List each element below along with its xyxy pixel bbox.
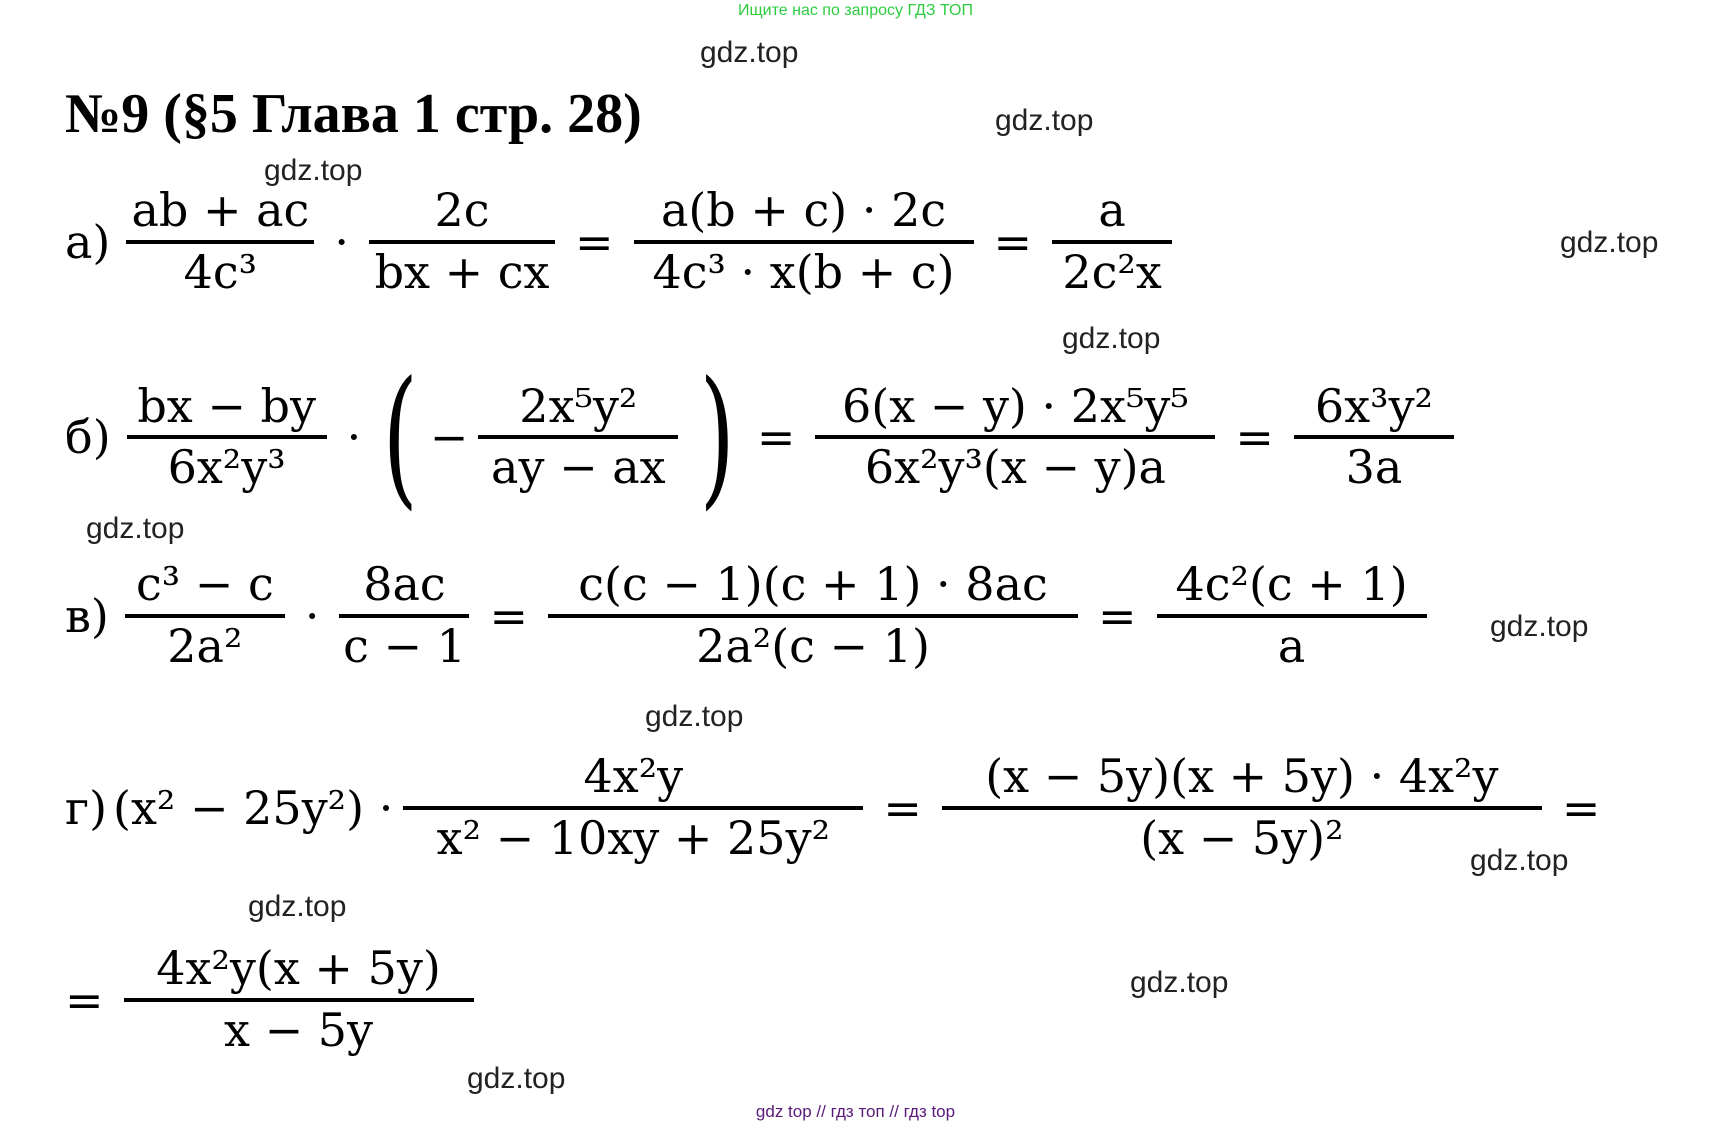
fraction [339, 556, 469, 675]
fraction [548, 556, 1078, 675]
denominator: bx + cx [374, 244, 550, 299]
denominator: 2a² [167, 618, 243, 673]
watermark: gdz.top [995, 104, 1094, 137]
footer-links[interactable]: gdz top // гдз топ // гдз top [755, 1102, 956, 1121]
problem-a [65, 182, 1182, 301]
fraction [403, 748, 863, 867]
watermark: gdz.top [1062, 322, 1161, 355]
denominator: (x − 5y)² [1140, 810, 1344, 865]
numerator: (x − 5y)(x + 5y) · 4x²y [985, 749, 1499, 803]
numerator: a(b + c) · 2c [660, 183, 947, 237]
problem-b [65, 350, 1464, 524]
problem-label: а) [65, 214, 111, 269]
watermark: gdz.top [645, 700, 744, 733]
equals-sign: = [1561, 780, 1601, 835]
denominator: 4c³ · x(b + c) [652, 244, 955, 299]
dot-operator: · [334, 214, 349, 269]
equals-sign: = [65, 972, 104, 1027]
equals-sign: = [993, 214, 1033, 269]
problem-label: в) [65, 588, 109, 643]
watermark: gdz.top [1130, 966, 1229, 999]
numerator: c(c − 1)(c + 1) · 8ac [578, 557, 1048, 611]
equals-sign: = [1098, 588, 1137, 643]
denominator: c − 1 [343, 618, 466, 673]
denominator: 3a [1345, 440, 1403, 494]
page-title: №9 (§5 Глава 1 стр. 28) [65, 83, 642, 145]
numerator: 2x⁵y² [519, 378, 638, 433]
right-paren: ) [700, 350, 736, 524]
fraction [127, 378, 327, 497]
watermark: gdz.top [1560, 226, 1659, 259]
watermark: gdz.top [264, 154, 363, 187]
watermark: gdz.top [1490, 610, 1589, 643]
dot-operator: · [346, 410, 362, 464]
numerator: 2c [434, 183, 490, 237]
equals-sign: = [756, 410, 796, 464]
denominator: ay − ax [491, 440, 666, 494]
watermark: gdz.top [1470, 844, 1569, 877]
numerator: bx − by [137, 378, 316, 433]
fraction [1052, 182, 1172, 301]
equals-sign: = [575, 214, 614, 269]
equals-sign: = [1235, 410, 1274, 464]
fraction [1157, 556, 1427, 675]
denominator: 6x²y³(x − y)a [864, 440, 1166, 494]
fraction [815, 378, 1215, 497]
denominator: 2c²x [1062, 244, 1162, 299]
denominator: 6x²y³ [167, 440, 286, 494]
watermark: gdz.top [467, 1062, 566, 1095]
fraction [1294, 378, 1454, 497]
numerator: 4x²y(x + 5y) [156, 941, 441, 995]
denominator: 2a²(c − 1) [696, 618, 930, 673]
top-banner: Ищите нас по запросу ГДЗ ТОП [738, 2, 973, 19]
denominator: x² − 10xy + 25y² [436, 810, 831, 865]
numerator: c³ − c [135, 557, 274, 611]
denominator: x − 5y [224, 1002, 374, 1057]
fraction [478, 378, 678, 497]
problem-g-continued [65, 940, 484, 1059]
problem-v [65, 556, 1437, 675]
problem-label: г) [65, 780, 108, 835]
numerator: ab + ac [131, 183, 310, 237]
left-paren: ( [382, 350, 419, 524]
watermark: gdz.top [86, 512, 185, 545]
problem-label: б) [65, 410, 111, 464]
denominator: a [1277, 618, 1306, 673]
fraction [942, 748, 1542, 867]
equals-sign: = [489, 588, 529, 643]
fraction [634, 182, 974, 301]
watermark: gdz.top [248, 890, 347, 923]
numerator: 8ac [363, 557, 446, 611]
fraction [124, 940, 474, 1059]
denominator: 4c³ [183, 244, 258, 299]
fraction [125, 556, 285, 675]
numerator: 6(x − y) · 2x⁵y⁵ [842, 378, 1189, 433]
numerator: a [1098, 183, 1126, 237]
dot-operator: · [304, 588, 320, 643]
numerator: 4c²(c + 1) [1175, 557, 1408, 611]
fraction [369, 182, 555, 301]
numerator: 6x³y² [1314, 378, 1433, 433]
problem-g [65, 748, 1610, 867]
equals-sign: = [883, 780, 922, 835]
watermark: gdz.top [700, 36, 799, 69]
minus-sign: − [429, 410, 469, 464]
numerator: 4x²y [583, 749, 684, 803]
fraction [126, 182, 314, 301]
factor: (x² − 25y²) · [113, 780, 394, 835]
